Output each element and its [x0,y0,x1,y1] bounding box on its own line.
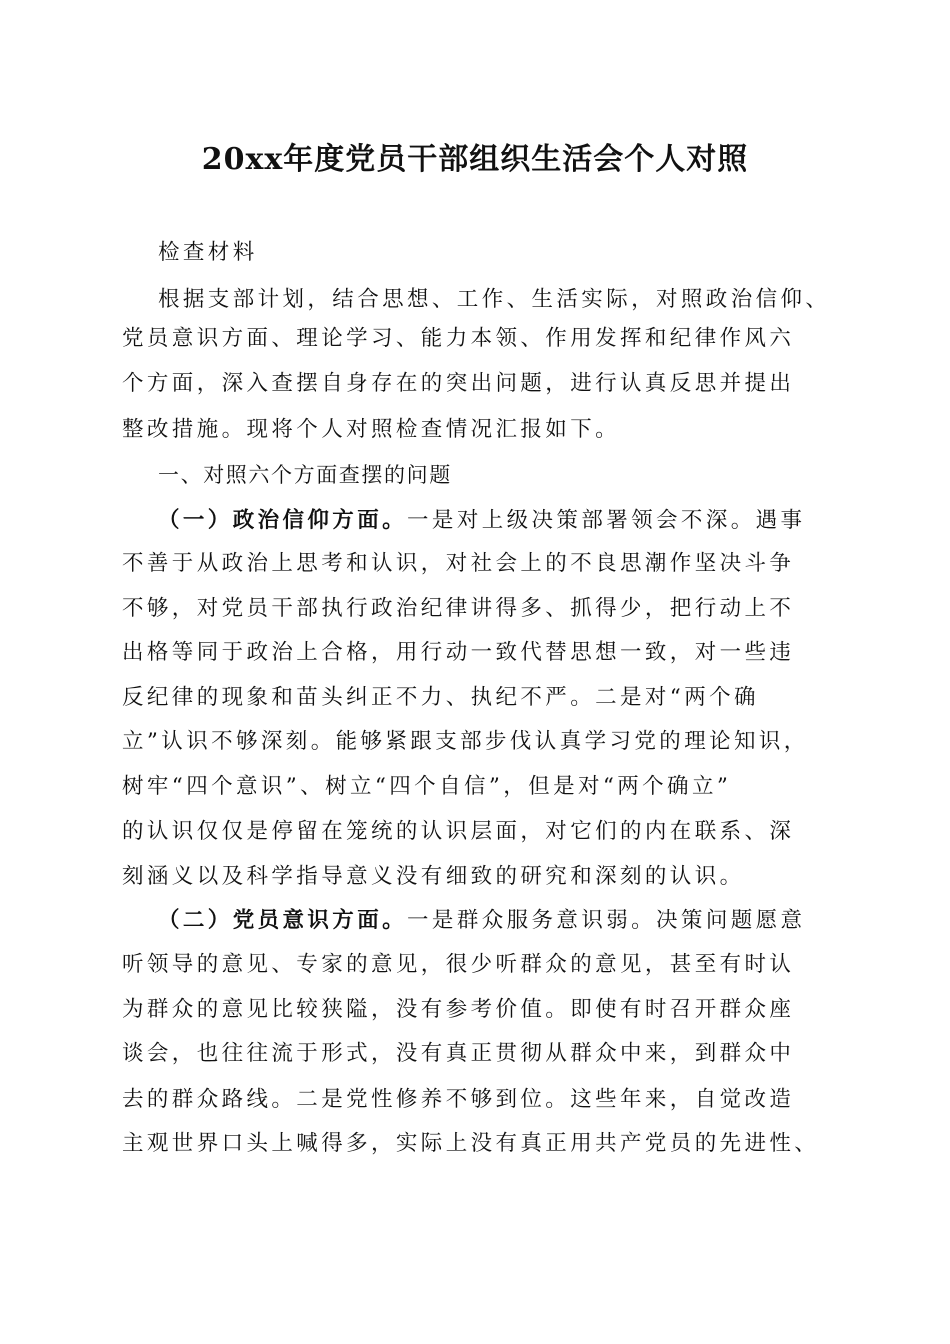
body-line [122,995,827,1025]
line-text: 树牢“四个意识”、树立“四个自信”，但是对“两个确立” [122,774,732,799]
body-line [122,324,827,354]
body-line [122,594,827,624]
line-text: 谈会，也往往流于形式，没有真正贯彻从群众中来，到群众中 [122,1041,795,1066]
line-text: 党员意识方面、理论学习、能力本领、作用发挥和纪律作风六 [122,326,795,351]
line-text: 不善于从政治上思考和认识，对社会上的不良思潮作坚决斗争 [122,551,795,576]
body-line [122,950,827,980]
document-title: 20xx年度党员干部组织生活会个人对照 [201,142,749,177]
body-line [122,1085,827,1115]
body-line [158,906,863,936]
line-text: 一是群众服务意识弱。决策问题愿意 [407,908,806,933]
body-line [122,369,827,399]
section-heading [158,460,863,490]
line-text: 一是对上级决策部署领会不深。遇事 [407,508,806,533]
line-text: 个方面，深入查摆自身存在的突出问题，进行认真反思并提出 [122,371,795,396]
line-text: 出格等同于政治上合格，用行动一致代替思想一致，对一些违 [122,640,795,665]
body-line [122,1129,827,1159]
line-text: 的认识仅仅是停留在笼统的认识层面，对它们的内在联系、深 [122,819,795,844]
line-text: 不够，对党员干部执行政治纪律讲得多、抓得少，把行动上不 [122,596,795,621]
body-line [122,862,827,892]
body-line [122,772,827,802]
subsection-lead: （一）政治信仰方面。 [158,508,408,533]
body-line [122,817,827,847]
body-line [122,727,827,757]
body-line [158,285,863,315]
line-text: 去的群众路线。二是党性修养不够到位。这些年来，自觉改造 [122,1087,795,1112]
subsection-lead: （二）党员意识方面。 [158,908,408,933]
line-text: 整改措施。现将个人对照检查情况汇报如下。 [122,417,621,442]
body-line [122,638,827,668]
line-text: 听领导的意见、专家的意见，很少听群众的意见，甚至有时认 [122,952,795,977]
line-text: 刻涵义以及科学指导意义没有细致的研究和深刻的认识。 [122,864,745,889]
line-text: 反纪律的现象和苗头纠正不力、执纪不严。二是对“两个确 [122,685,759,710]
line-text: 立”认识不够深刻。能够紧跟支部步伐认真学习党的理论知识， [122,729,809,754]
body-line [158,506,863,536]
line-text: 检查材料 [158,240,258,265]
line-text: 根据支部计划，结合思想、工作、生活实际，对照政治信仰、 [158,287,831,312]
heading-text: 一、对照六个方面查摆的问题 [158,463,452,487]
line-text: 为群众的意见比较狭隘，没有参考价值。即使有时召开群众座 [122,997,795,1022]
body-line [122,1039,827,1069]
body-line [122,683,827,713]
line-text: 主观世界口头上喊得多，实际上没有真正用共产党员的先进性、 [122,1131,820,1156]
body-line [122,549,827,579]
body-line [122,415,827,445]
subtitle-line [158,238,863,268]
